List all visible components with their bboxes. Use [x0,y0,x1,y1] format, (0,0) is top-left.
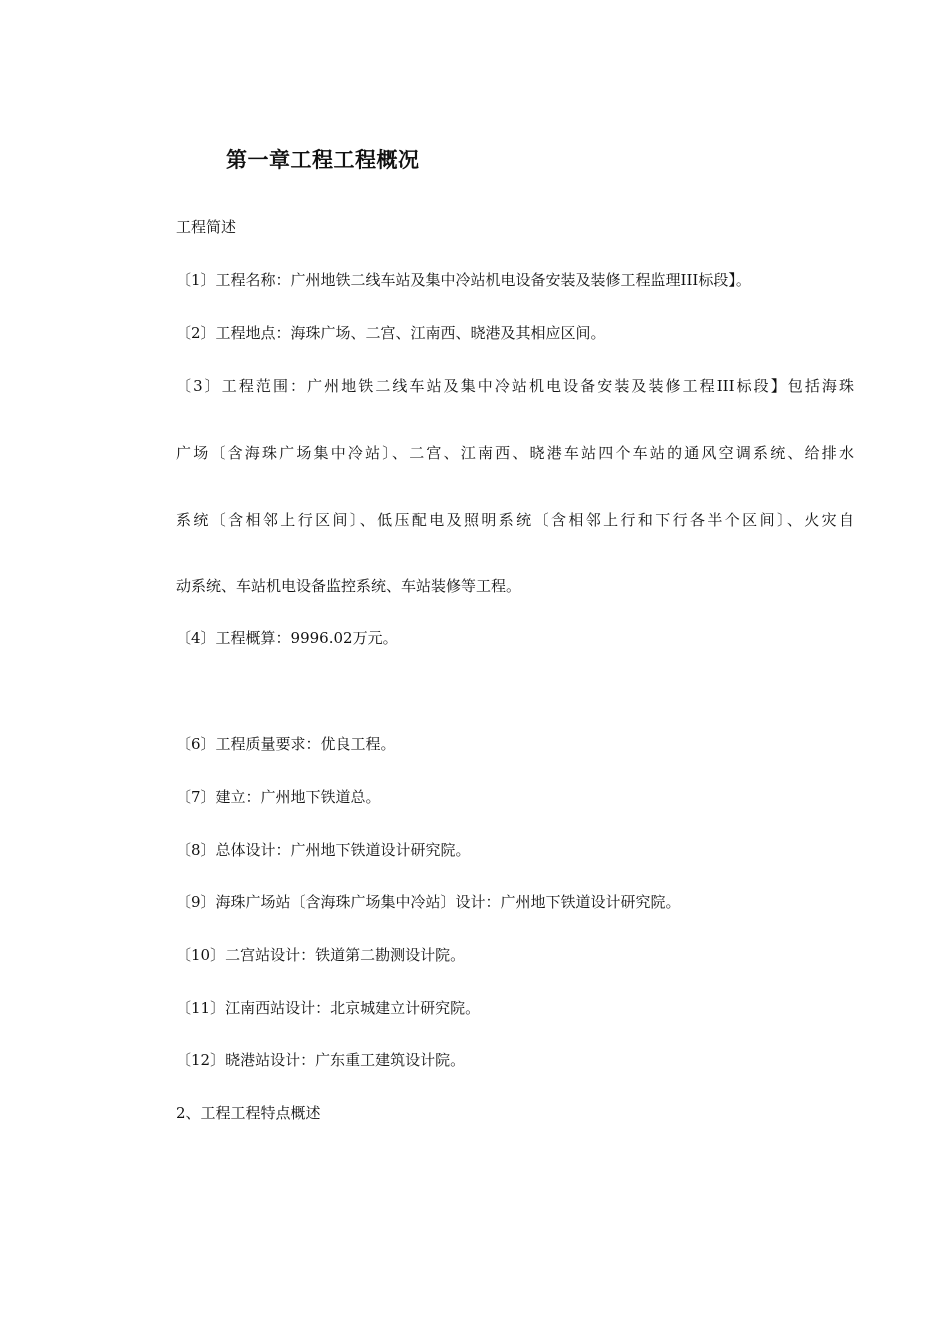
item-4-estimate: 〔4〕工程概算：9996.02万元。 [176,629,398,647]
section-2-heading: 2、工程工程特点概述 [176,1104,321,1122]
item-12-station-design: 〔12〕晓港站设计：广东重工建筑设计院。 [176,1051,466,1069]
item-2-project-location: 〔2〕工程地点：海珠广场、二宫、江南西、晓港及其相应区间。 [176,324,606,342]
section-heading: 工程简述 [176,218,237,236]
item-3-scope-line-2: 广场〔含海珠广场集中冷站〕、二宫、江南西、晓港车站四个车站的通风空调系统、给排水 [176,444,854,462]
item-9-station-design: 〔9〕海珠广场站〔含海珠广场集中冷站〕设计：广州地下铁道设计研究院。 [176,893,681,911]
chapter-title: 第一章工程工程概况 [226,148,420,172]
item-6-quality: 〔6〕工程质量要求：优良工程。 [176,735,396,753]
item-3-scope-line-4: 动系统、车站机电设备监控系统、车站装修等工程。 [176,577,522,595]
item-3-scope-line-1: 〔3〕工程范围：广州地铁二线车站及集中冷站机电设备安装及装修工程III标段】包括海珠 [176,377,854,395]
item-8-overall-design: 〔8〕总体设计：广州地下铁道设计研究院。 [176,841,471,859]
item-7-owner: 〔7〕建立：广州地下铁道总。 [176,788,381,806]
item-3-scope-line-3: 系统〔含相邻上行区间〕、低压配电及照明系统〔含相邻上行和下行各半个区间〕、火灾自 [176,511,854,529]
item-10-station-design: 〔10〕二宫站设计：铁道第二勘测设计院。 [176,946,466,964]
item-1-project-name: 〔1〕工程名称：广州地铁二线车站及集中冷站机电设备安装及装修工程监理III标段】。 [176,271,751,289]
item-11-station-design: 〔11〕江南西站设计：北京城建立计研究院。 [176,999,481,1017]
